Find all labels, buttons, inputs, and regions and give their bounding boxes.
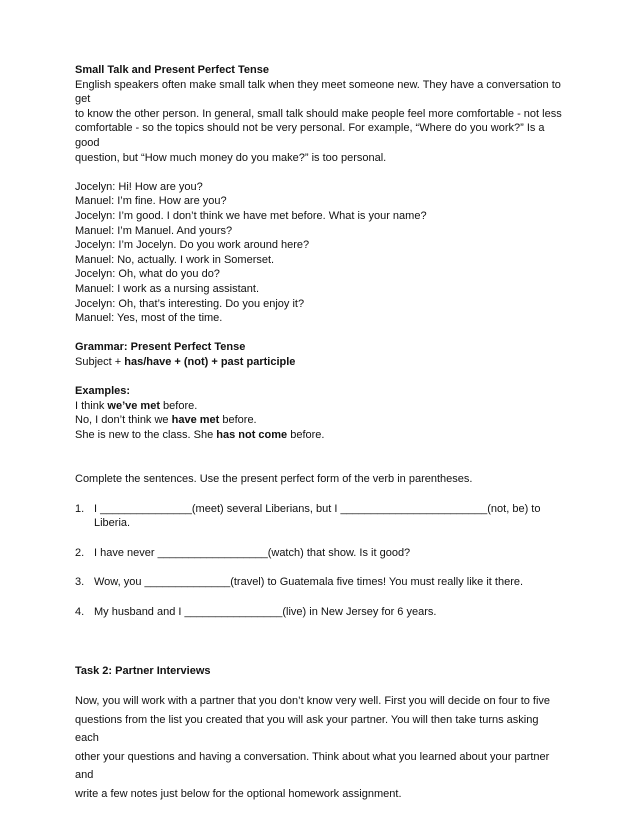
task2-line: write a few notes just below for the optional homework assignment.	[75, 787, 402, 800]
example-bold: has not come	[216, 428, 288, 441]
example-line	[75, 413, 565, 428]
dialogue-line: Jocelyn: I’m Jocelyn. Do you work around here?	[75, 239, 310, 252]
example-text: I think	[75, 399, 108, 412]
item-number: 1.	[75, 502, 85, 515]
item-text: My husband and I ________________(live) in New Jersey for 6 years.	[94, 606, 437, 618]
exercise-item	[75, 575, 565, 590]
task2-line: other your questions and having a conversation. Think about what you learned about your partner and	[75, 750, 550, 782]
grammar-rule-prefix: Subject +	[75, 355, 125, 368]
dialogue-line: Manuel: No, actually. I work in Somerset.	[75, 253, 275, 266]
intro-line: question, but “How much money do you make?” is too personal.	[75, 151, 387, 164]
exercise-item	[75, 546, 565, 561]
exercise-item	[75, 605, 565, 620]
task2-line: questions from the list you created that you will ask your partner. You will then take turns asking each	[75, 713, 539, 745]
exercise-instruction: Complete the sentences. Use the present perfect form of the verb in parentheses.	[75, 473, 473, 486]
task2-title: Task 2: Partner Interviews	[75, 664, 211, 677]
item-number: 4.	[75, 606, 85, 618]
dialogue-line: Manuel: Yes, most of the time.	[75, 312, 223, 325]
example-text: before.	[219, 414, 257, 427]
intro-title: Small Talk and Present Perfect Tense	[75, 64, 270, 76]
dialogue-line: Jocelyn: I’m good. I don’t think we have met before. What is your name?	[75, 209, 427, 222]
examples	[75, 384, 565, 442]
dialogue-line: Manuel: I work as a nursing assistant.	[75, 282, 260, 295]
intro-line: to know the other person. In general, small talk should make people feel more comfortable - not less	[75, 107, 562, 120]
item-text: I _______________(meet) several Liberians, but I ________________________(not, be) to Liberia.	[94, 502, 541, 530]
dialogue-line: Manuel: I’m fine. How are you?	[75, 195, 227, 208]
task2-line: Now, you will work with a partner that you don’t know very well. First you will decide on four to five	[75, 695, 551, 708]
item-number: 2.	[75, 546, 85, 559]
task2-body	[75, 692, 565, 803]
dialogue	[75, 180, 565, 326]
example-text: before.	[287, 428, 325, 441]
example-bold: have met	[171, 414, 220, 427]
document-page	[75, 63, 565, 803]
example-text: No, I don’t think we	[75, 414, 172, 427]
spacer	[75, 165, 565, 180]
item-text: Wow, you ______________(travel) to Guatemala five times! You must really like it there.	[94, 576, 524, 589]
dialogue-line: Manuel: I’m Manuel. And yours?	[75, 224, 233, 237]
dialogue-line: Jocelyn: Hi! How are you?	[75, 180, 203, 193]
grammar-rule-bold: has/have + (not) + past participle	[124, 355, 296, 368]
example-bold: we’ve met	[107, 399, 160, 412]
examples-title: Examples:	[75, 385, 131, 398]
spacer	[75, 326, 565, 341]
example-text: before.	[160, 399, 198, 412]
dialogue-line: Jocelyn: Oh, that’s interesting. Do you enjoy it?	[75, 297, 305, 310]
item-number: 3.	[75, 576, 85, 589]
intro-line: comfortable - so the topics should not be very personal. For example, “Where do you work?” Is a good	[75, 122, 545, 149]
example-line	[75, 399, 565, 414]
example-line	[75, 428, 565, 443]
exercise-item	[75, 502, 565, 531]
dialogue-line: Jocelyn: Oh, what do you do?	[75, 268, 220, 281]
spacer	[75, 442, 565, 457]
item-text: I have never __________________(watch) that show. Is it good?	[94, 546, 411, 559]
example-text: She is new to the class. She	[75, 428, 217, 441]
grammar-rule	[75, 355, 565, 370]
grammar-title: Grammar: Present Perfect Tense	[75, 341, 246, 354]
spacer	[75, 369, 565, 384]
intro-line: English speakers often make small talk when they meet someone new. They have a conversation to get	[75, 78, 561, 106]
